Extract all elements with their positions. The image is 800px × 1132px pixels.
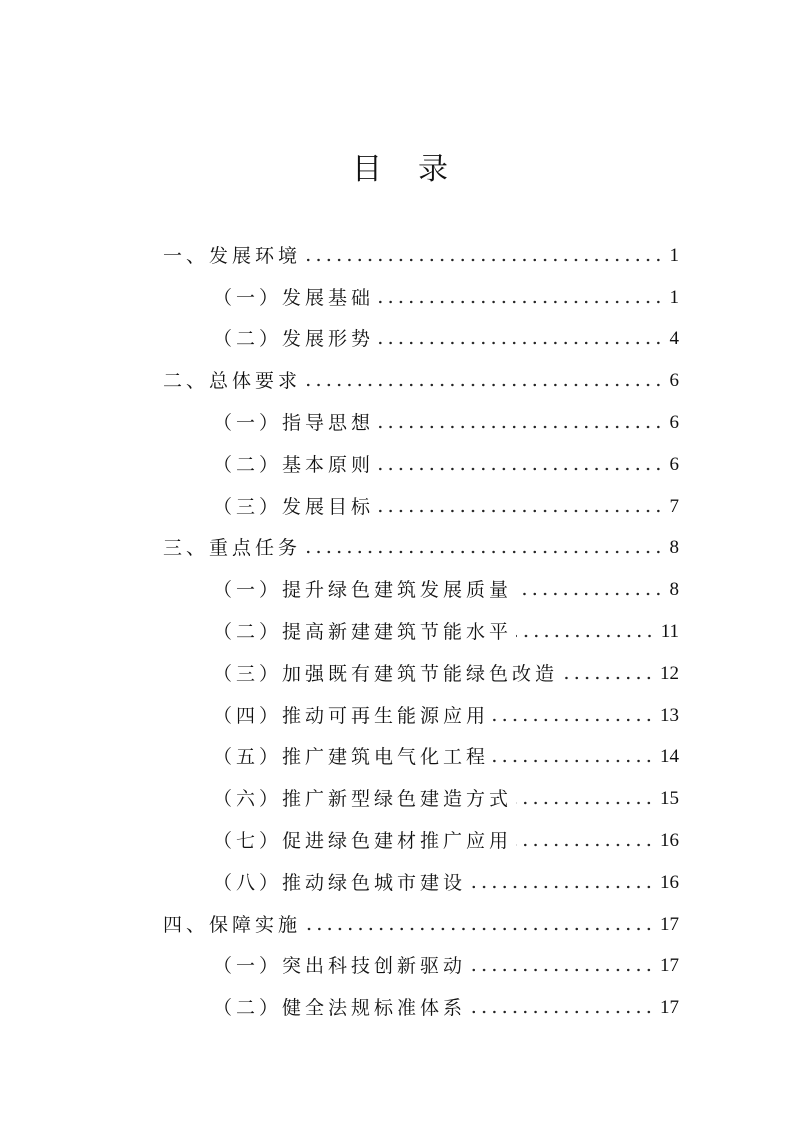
dot-leader	[470, 1009, 654, 1015]
toc-entry[interactable]	[163, 686, 679, 728]
toc-page-number: 8	[669, 537, 679, 559]
toc-entry-label: （一）发展基础	[213, 286, 375, 309]
toc-page-number: 1	[669, 244, 679, 266]
toc-page-number: 14	[660, 746, 679, 768]
dot-leader	[378, 508, 663, 514]
toc-entry-label: （一）突出科技创新驱动	[213, 955, 467, 978]
dot-leader	[516, 800, 654, 806]
title-char: 目	[352, 152, 382, 187]
dot-leader	[516, 842, 654, 848]
title-char: 录	[418, 152, 448, 187]
toc-page-number: 16	[660, 829, 679, 851]
toc-page-number: 6	[669, 370, 679, 392]
dot-leader	[378, 340, 663, 346]
toc-entry[interactable]	[163, 435, 679, 477]
toc-page-number: 4	[669, 328, 679, 350]
dot-leader	[470, 967, 654, 973]
dot-leader	[562, 675, 654, 681]
toc-entry-label: （六）推广新型绿色建造方式	[213, 788, 513, 811]
toc-entry[interactable]	[163, 477, 679, 519]
dot-leader	[378, 424, 663, 430]
dot-leader	[378, 466, 663, 472]
toc-page-number: 17	[660, 955, 679, 977]
dot-leader	[305, 257, 663, 263]
toc-page-number: 15	[660, 788, 679, 810]
toc-page-number: 16	[660, 871, 679, 893]
toc-entry-label: （一）提升绿色建筑发展质量	[213, 579, 513, 602]
toc-entry-label: （八）推动绿色城市建设	[213, 871, 467, 894]
toc-entry-label: （五）推广建筑电气化工程	[213, 746, 490, 769]
toc-entry-label: 二、总体要求	[163, 370, 302, 393]
toc-entry-label: （三）加强既有建筑节能绿色改造	[213, 662, 559, 685]
toc-entry[interactable]	[163, 310, 679, 352]
toc-page-number: 6	[669, 411, 679, 433]
toc-page-number: 8	[669, 579, 679, 601]
toc-page-number: 11	[660, 620, 679, 642]
toc-entry[interactable]	[163, 978, 679, 1020]
toc-entry-label: （三）发展目标	[213, 495, 375, 518]
toc-page-number: 6	[669, 453, 679, 475]
toc-entry[interactable]	[163, 728, 679, 770]
toc-entry[interactable]	[163, 393, 679, 435]
toc-entry-label: 三、重点任务	[163, 537, 302, 560]
toc-page-number: 13	[660, 704, 679, 726]
toc-entry-label: （四）推动可再生能源应用	[213, 704, 490, 727]
toc-page-number: 17	[660, 913, 679, 935]
toc-entry[interactable]	[163, 769, 679, 811]
toc-entry[interactable]	[163, 351, 679, 393]
toc-entry[interactable]	[163, 811, 679, 853]
dot-leader	[516, 591, 663, 597]
dot-leader	[493, 717, 654, 723]
toc-entry[interactable]	[163, 268, 679, 310]
toc-entry-label: （二）健全法规标准体系	[213, 997, 467, 1020]
toc-entry[interactable]	[163, 644, 679, 686]
toc-entry[interactable]	[163, 602, 679, 644]
toc-entry-label: （二）发展形势	[213, 328, 375, 351]
toc-entry[interactable]	[163, 895, 679, 937]
table-of-contents	[163, 226, 679, 1020]
dot-leader	[305, 382, 663, 388]
toc-entry[interactable]	[163, 226, 679, 268]
toc-entry[interactable]	[163, 853, 679, 895]
dot-leader	[378, 299, 663, 305]
toc-entry[interactable]	[163, 560, 679, 602]
toc-page-number: 1	[669, 286, 679, 308]
dot-leader	[493, 758, 654, 764]
toc-page-number: 12	[660, 662, 679, 684]
toc-page-number: 17	[660, 997, 679, 1019]
toc-entry-label: 一、发展环境	[163, 244, 302, 267]
toc-entry[interactable]	[163, 519, 679, 561]
toc-entry-label: 四、保障实施	[163, 913, 302, 936]
dot-leader	[470, 884, 654, 890]
toc-entry-label: （二）提高新建建筑节能水平	[213, 620, 513, 643]
toc-entry-label: （一）指导思想	[213, 411, 375, 434]
toc-page-number: 7	[669, 495, 679, 517]
toc-entry-label: （二）基本原则	[213, 453, 375, 476]
toc-entry-label: （七）促进绿色建材推广应用	[213, 829, 513, 852]
page-title	[0, 144, 800, 188]
dot-leader	[305, 549, 663, 555]
dot-leader	[516, 633, 655, 639]
toc-entry[interactable]	[163, 937, 679, 979]
dot-leader	[305, 926, 654, 932]
